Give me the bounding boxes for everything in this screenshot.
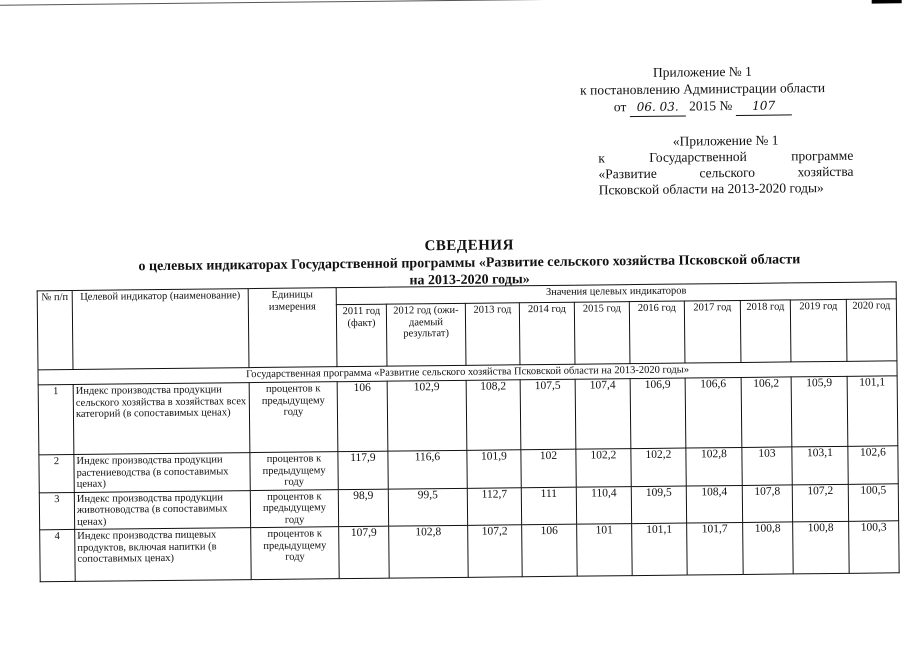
value-cell: 107,4 (575, 379, 631, 450)
row-number: 4 (40, 529, 76, 581)
value-cell: 101,7 (687, 522, 744, 575)
appendix-header (562, 62, 843, 118)
value-cell: 102 (521, 449, 576, 487)
value-cell: 100,5 (848, 483, 898, 521)
value-cell: 102,6 (848, 446, 898, 484)
value-cell: 100,3 (849, 521, 900, 574)
value-cell: 101,9 (467, 450, 521, 488)
program-appendix-line1: к Государственной программе (598, 147, 854, 166)
value-cell: 108,4 (686, 485, 742, 523)
row-indicator: Индекс производства продукции растениеводства (в сопоставимых ценах) (74, 453, 250, 492)
year-header: 2013 год (465, 303, 520, 366)
header-indicator: Целевой индикатор (наименование) (72, 289, 249, 370)
header-num: № п/п (37, 290, 73, 369)
handwritten-date: 06. 03. (630, 99, 686, 118)
year-header: 2015 год (574, 302, 630, 365)
value-cell: 107,9 (339, 526, 390, 579)
row-indicator: Индекс производства пищевых продуктов, включая напитки (в сопоставимых ценах) (75, 528, 252, 582)
value-cell: 109,5 (631, 486, 686, 524)
date-prefix: от (613, 99, 627, 115)
year-header: 2020 год (846, 299, 897, 362)
value-cell: 102,9 (387, 380, 467, 451)
value-cell: 103,1 (792, 446, 848, 484)
year-header: 2017 год (684, 300, 741, 363)
value-cell: 106,9 (630, 378, 686, 449)
value-cell: 103 (742, 447, 792, 485)
program-appendix-title: «Приложение № 1 (672, 132, 779, 149)
value-cell: 106,6 (685, 377, 742, 448)
row-indicator: Индекс производства продукции животноводства (в сопоставимых ценах) (74, 490, 250, 529)
row-unit: процентов к предыдущему году (250, 489, 338, 527)
program-appendix-line2: «Развитие сельского хозяйства (598, 163, 854, 182)
appendix-title: Приложение № 1 (652, 63, 752, 80)
handwritten-number: 107 (736, 97, 792, 116)
year-header: 2019 год (790, 299, 847, 362)
value-cell: 101,1 (847, 376, 898, 447)
header-values-group: Значения целевых индикаторов (336, 282, 896, 305)
heading-subtitle-1: о целевых индикаторах Государственной программы «Развитие сельского хозяйства Псковской области (138, 252, 801, 275)
heading-title: СВЕДЕНИЯ (424, 237, 514, 255)
row-unit: процентов к предыдущему году (250, 452, 338, 490)
program-row-label: Государственная программа «Развитие сельского хозяйства Псковской области на 2013-2020 годы» (38, 361, 897, 385)
value-cell: 102,8 (389, 525, 469, 578)
value-cell: 110,4 (576, 486, 631, 524)
row-number: 1 (38, 384, 74, 454)
value-cell: 105,9 (791, 376, 848, 447)
value-cell: 107,8 (742, 484, 792, 522)
program-appendix-header (598, 132, 854, 199)
year-header: 2018 год (740, 300, 791, 363)
value-cell: 111 (521, 487, 576, 525)
row-number: 2 (39, 454, 74, 492)
row-unit: процентов к предыдущему году (251, 527, 340, 580)
value-cell: 106 (337, 381, 388, 452)
indicators-table (37, 281, 900, 582)
value-cell: 106 (522, 524, 578, 577)
value-cell: 100,8 (793, 521, 850, 574)
appendix-date-line (563, 96, 843, 118)
value-cell: 107,5 (520, 379, 576, 450)
value-cell: 102,2 (631, 448, 686, 486)
scan-corner-mark (872, 0, 902, 4)
year-header: 2014 год (519, 302, 575, 365)
program-appendix-line3: Псковской области на 2013-2020 годы» (598, 180, 824, 198)
header-unit: Единицы измерения (248, 288, 337, 368)
value-cell: 102,8 (686, 447, 742, 485)
row-indicator: Индекс производства продукции сельского хозяйства в хозяйствах всех категорий (в сопоставимых ценах) (73, 383, 250, 455)
value-cell: 107,2 (468, 525, 523, 578)
row-number: 3 (39, 492, 74, 530)
value-cell: 102,2 (576, 449, 631, 487)
value-cell: 106,2 (741, 377, 792, 448)
value-cell: 108,2 (466, 380, 521, 451)
value-cell: 98,9 (338, 489, 388, 527)
value-cell: 116,6 (388, 450, 467, 488)
year-header: 2011 год (факт) (336, 304, 387, 367)
value-cell: 100,8 (743, 522, 794, 575)
year-number-label: 2015 № (688, 98, 733, 114)
heading-subtitle-2: на 2013-2020 годы» (409, 272, 530, 289)
value-cell: 107,2 (792, 484, 848, 522)
value-cell: 99,5 (388, 488, 467, 526)
appendix-resolution: к постановлению Администрации области (580, 80, 826, 98)
value-cell: 101 (577, 524, 633, 577)
table-row (40, 521, 900, 582)
value-cell: 112,7 (467, 487, 521, 525)
scan-edge-line (0, 0, 902, 6)
table-row (38, 376, 898, 455)
row-unit: процентов к предыдущему году (249, 382, 338, 453)
year-header: 2016 год (629, 301, 685, 364)
value-cell: 117,9 (338, 451, 388, 489)
year-header: 2012 год (ожи-даемый результат) (386, 303, 466, 366)
value-cell: 101,1 (632, 523, 688, 576)
